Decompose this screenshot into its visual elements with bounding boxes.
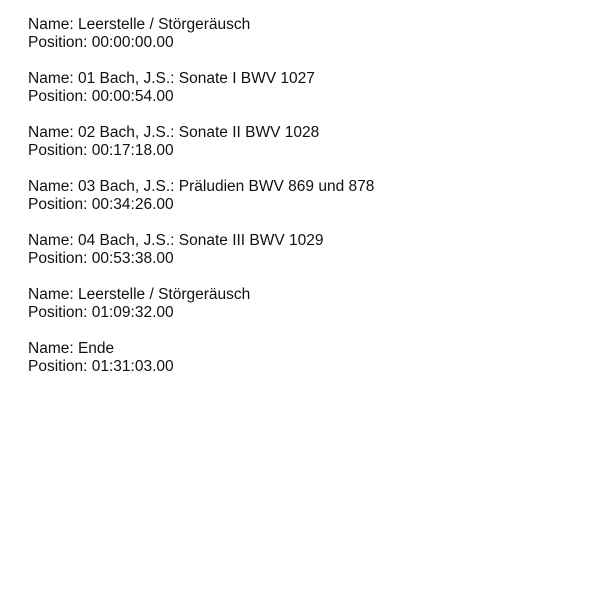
- marker-name: Name: 04 Bach, J.S.: Sonate III BWV 1029: [28, 232, 324, 249]
- marker-position: Position: 00:00:00.00: [28, 34, 174, 51]
- marker-entry: [28, 340, 374, 376]
- marker-entry: [28, 178, 374, 214]
- marker-name: Name: 02 Bach, J.S.: Sonate II BWV 1028: [28, 124, 320, 141]
- marker-name: Name: Ende: [28, 340, 115, 357]
- marker-entry: [28, 16, 374, 52]
- marker-entry: [28, 124, 374, 160]
- marker-position: Position: 00:53:38.00: [28, 250, 174, 267]
- marker-position: Position: 01:31:03.00: [28, 358, 174, 375]
- marker-list: [28, 16, 374, 394]
- marker-name: Name: 03 Bach, J.S.: Präludien BWV 869 und 878: [28, 178, 375, 195]
- marker-entry: [28, 232, 374, 268]
- marker-name: Name: 01 Bach, J.S.: Sonate I BWV 1027: [28, 70, 315, 87]
- marker-position: Position: 00:34:26.00: [28, 196, 174, 213]
- marker-position: Position: 01:09:32.00: [28, 304, 174, 321]
- marker-position: Position: 00:17:18.00: [28, 142, 174, 159]
- marker-name: Name: Leerstelle / Störgeräusch: [28, 286, 251, 303]
- marker-entry: [28, 70, 374, 106]
- marker-name: Name: Leerstelle / Störgeräusch: [28, 16, 251, 33]
- marker-entry: [28, 286, 374, 322]
- marker-position: Position: 00:00:54.00: [28, 88, 174, 105]
